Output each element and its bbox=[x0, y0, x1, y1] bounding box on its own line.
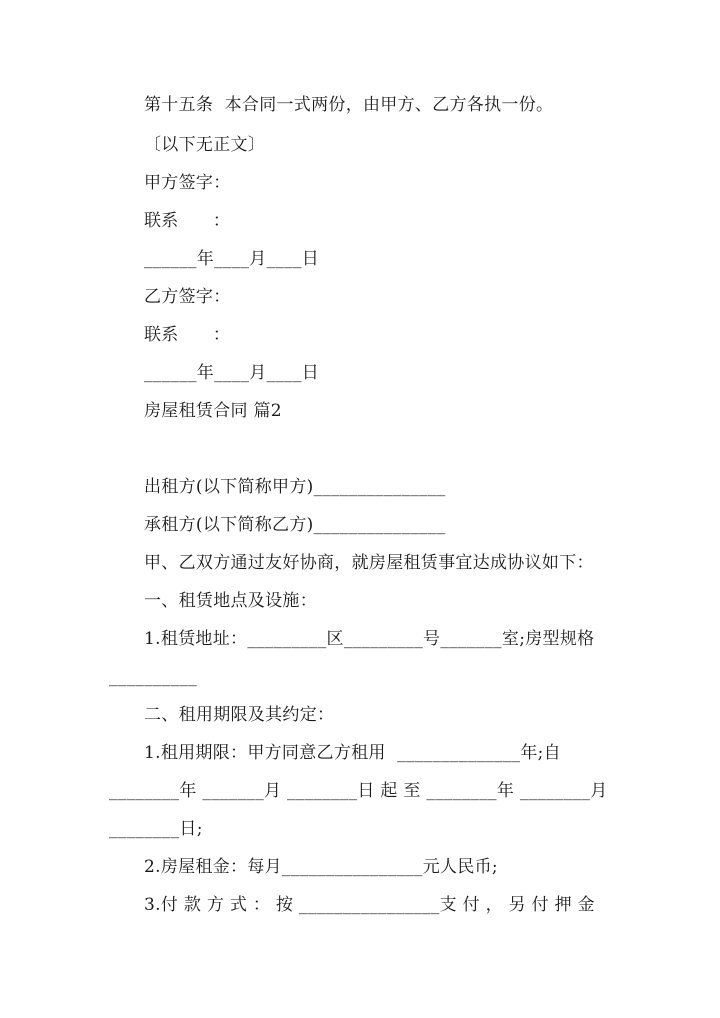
party-a-signature: 甲方签字： bbox=[144, 173, 231, 193]
rental-address: 1.租赁地址：_________区_________号_______室;房型规格 bbox=[144, 629, 595, 649]
party-a-date: ______年____月____日 bbox=[144, 249, 320, 269]
section-title: 房屋租赁合同 篇2 bbox=[144, 401, 282, 421]
lease-term: 1.租用期限：甲方同意乙方租用 ______________年;自 bbox=[144, 743, 561, 763]
party-b-signature: 乙方签字： bbox=[144, 287, 231, 307]
heading-location: 一、租赁地点及设施： bbox=[144, 591, 317, 611]
no-more-text-note: 〔以下无正文〕 bbox=[144, 135, 266, 155]
clause-15-text: 第十五条 本合同一式两份，由甲方、乙方各执一份。 bbox=[144, 95, 554, 115]
party-b-date: ______年____月____日 bbox=[144, 363, 320, 383]
party-a-contact: 联系 ： bbox=[144, 211, 231, 231]
lease-date-range: ________年 _______月 ________日 起 至 ________年 ________月 bbox=[109, 781, 608, 801]
heading-term: 二、租用期限及其约定： bbox=[144, 705, 335, 725]
room-type-blank: __________ bbox=[109, 667, 197, 687]
lease-date-end: ________日; bbox=[109, 819, 203, 839]
monthly-rent: 2.房屋租金：每月________________元人民币; bbox=[144, 857, 498, 877]
party-b-contact: 联系 ： bbox=[144, 325, 231, 345]
payment-method: 3.付 款 方 式 ： 按 ________________支 付 ， 另 付 押 金 bbox=[144, 895, 595, 915]
lessee-line: 承租方(以下简称乙方)_______________ bbox=[144, 515, 446, 535]
agreement-intro: 甲、乙双方通过友好协商，就房屋租赁事宜达成协议如下： bbox=[144, 553, 594, 573]
lessor-line: 出租方(以下简称甲方)_______________ bbox=[144, 477, 446, 497]
